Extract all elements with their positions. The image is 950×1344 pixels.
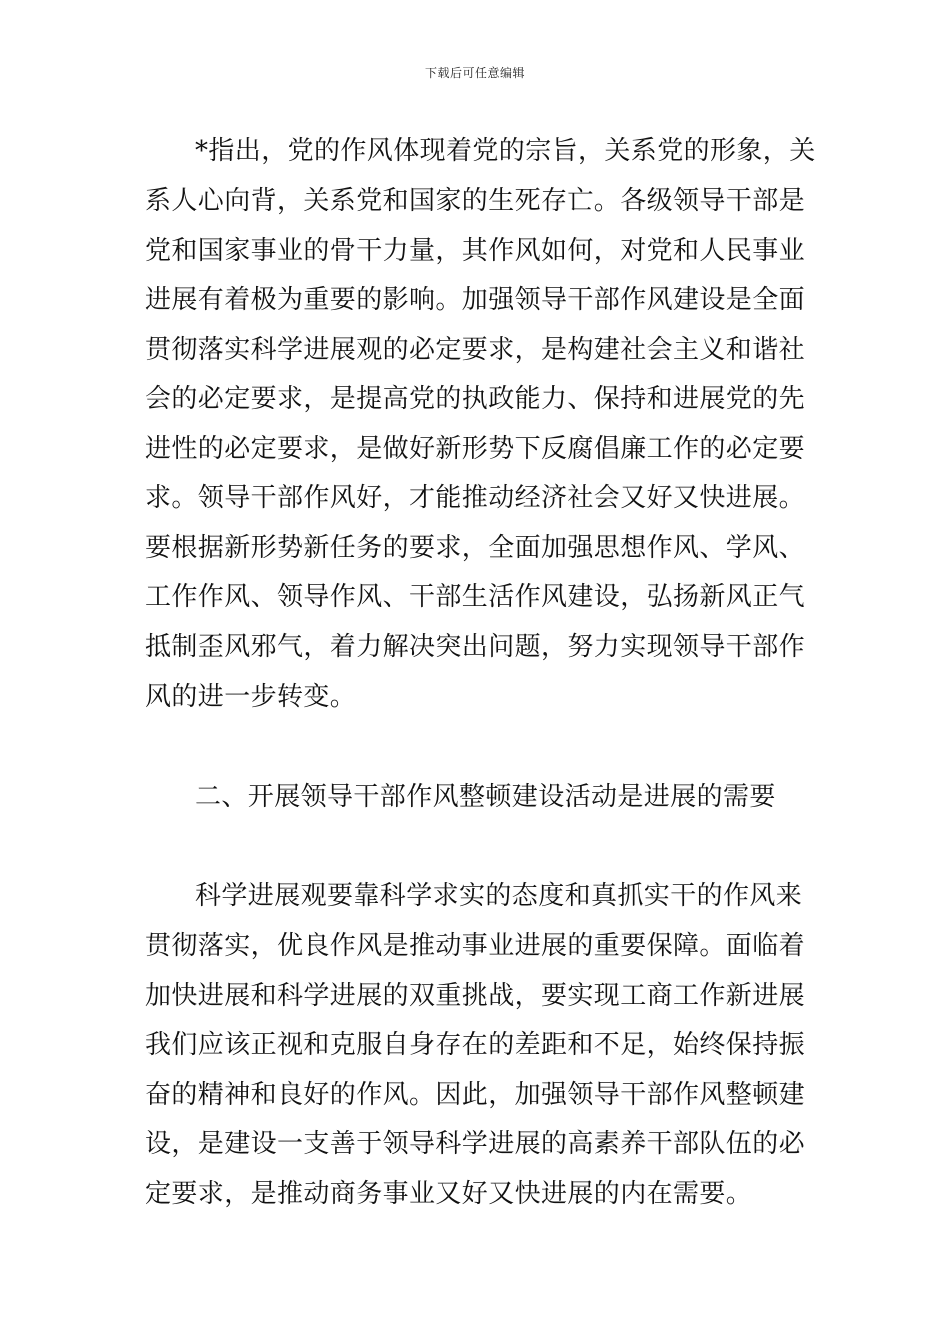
paragraph-line: 奋的精神和良好的作风。因此，加强领导干部作风整顿建 bbox=[145, 1080, 806, 1110]
paragraph-line: 定要求，是推动商务事业又好又快进展的内在需要。 bbox=[145, 1179, 753, 1209]
paragraph-line: 科学进展观要靠科学求实的态度和真抓实干的作风来 bbox=[195, 881, 803, 911]
paragraph-line: 风的进一步转变。 bbox=[145, 682, 357, 712]
paragraph-line: 系人心向背，关系党和国家的生死存亡。各级领导干部是 bbox=[145, 186, 806, 216]
paragraph-line: 进性的必定要求，是做好新形势下反腐倡廉工作的必定要 bbox=[145, 434, 806, 464]
paragraph-line: 设，是建设一支善于领导科学进展的高素养干部队伍的必 bbox=[145, 1129, 806, 1159]
paragraph-line: 抵制歪风邪气，着力解决突出问题，努力实现领导干部作 bbox=[145, 632, 806, 662]
paragraph-line: 求。领导干部作风好，才能推动经济社会又好又快进展。 bbox=[145, 483, 806, 513]
paragraph-line: 工作作风、领导作风、干部生活作风建设，弘扬新风正气 bbox=[145, 582, 806, 612]
paragraph-line: 贯彻落实科学进展观的必定要求，是构建社会主义和谐社 bbox=[145, 335, 806, 365]
paragraph-line: 贯彻落实，优良作风是推动事业进展的重要保障。面临着 bbox=[145, 931, 806, 961]
paragraph-line: 党和国家事业的骨干力量，其作风如何，对党和人民事业 bbox=[145, 236, 806, 266]
paragraph-line: 加快进展和科学进展的双重挑战，要实现工商工作新进展 bbox=[145, 981, 806, 1011]
paragraph-line: 进展有着极为重要的影响。加强领导干部作风建设是全面 bbox=[145, 285, 806, 315]
header-note: 下载后可任意编辑 bbox=[424, 66, 525, 80]
paragraph-line: 要根据新形势新任务的要求，全面加强思想作风、学风、 bbox=[145, 533, 806, 563]
paragraph-line: *指出，党的作风体现着党的宗旨，关系党的形象，关 bbox=[195, 136, 816, 166]
section-heading: 二、开展领导干部作风整顿建设活动是进展的需要 bbox=[195, 782, 776, 812]
paragraph-line: 会的必定要求，是提高党的执政能力、保持和进展党的先 bbox=[145, 384, 806, 414]
paragraph-line: 我们应该正视和克服自身存在的差距和不足，始终保持振 bbox=[145, 1030, 806, 1060]
